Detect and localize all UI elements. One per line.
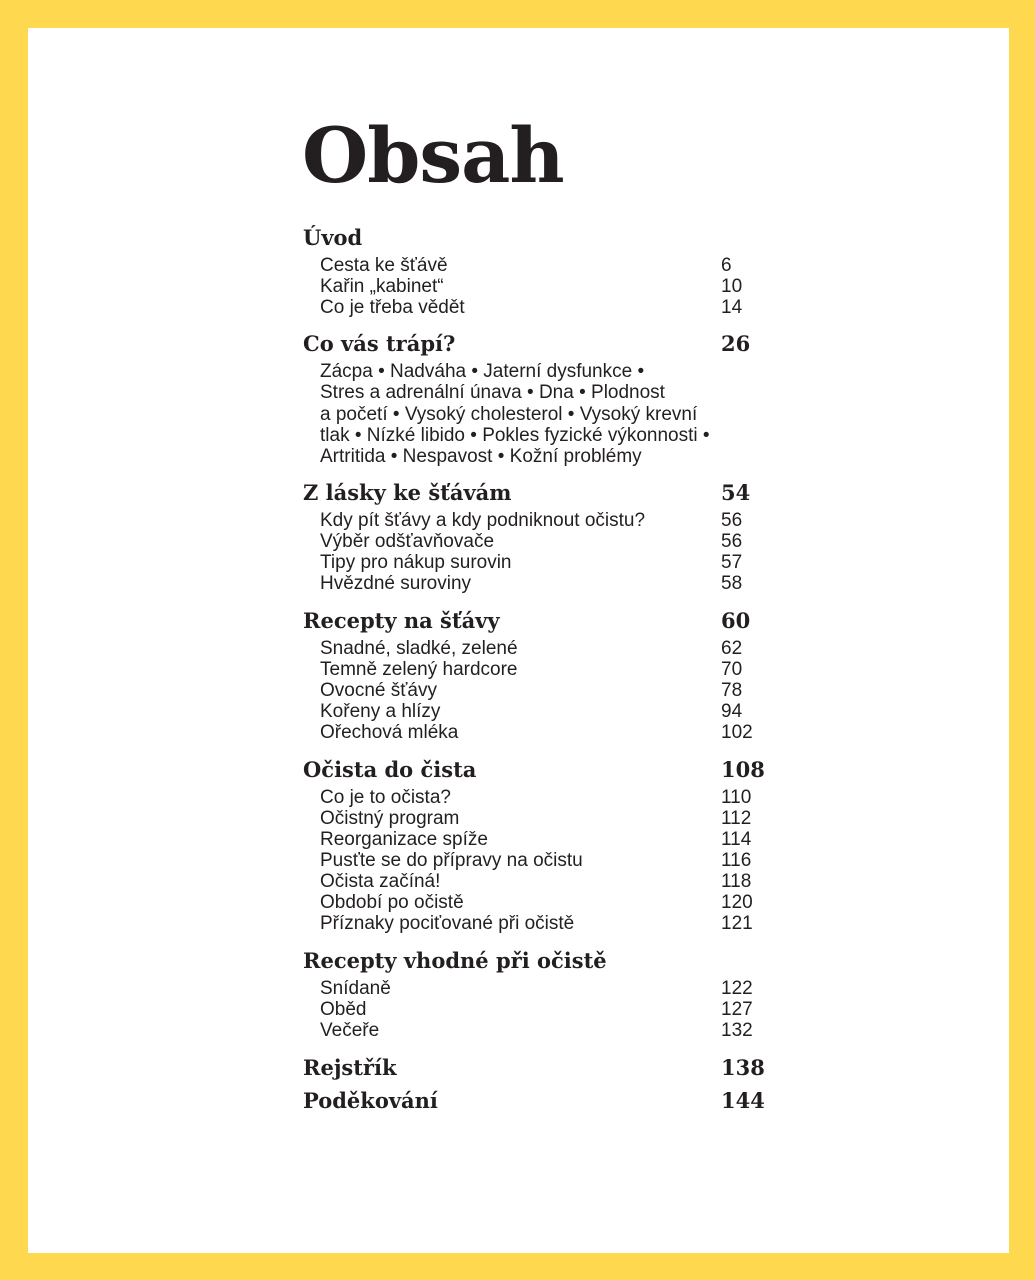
toc-item-label[interactable]: Očistný program <box>320 808 460 829</box>
toc-item-label[interactable]: Výběr odšťavňovače <box>320 531 495 552</box>
toc-item-page: 56 <box>721 510 743 531</box>
toc-item-label[interactable]: Kařin „kabinet“ <box>320 276 444 297</box>
toc-section-page: 144 <box>721 1088 765 1113</box>
toc-item-label[interactable]: Cesta ke šťávě <box>320 255 448 276</box>
description-line: Zácpa • Nadváha • Jaterní dysfunkce • <box>320 361 645 382</box>
toc-section-title[interactable]: Očista do čista <box>303 757 477 782</box>
toc-section-page: 108 <box>721 757 765 782</box>
description-line: a početí • Vysoký cholesterol • Vysoký krevní <box>320 403 698 425</box>
toc-item-page: 114 <box>721 829 752 850</box>
toc-section-title[interactable]: Co vás trápí? <box>303 331 456 356</box>
toc-item-page: 127 <box>721 999 753 1020</box>
toc-item-label[interactable]: Období po očistě <box>320 892 464 913</box>
toc-item-label[interactable]: Příznaky pociťované při očistě <box>320 913 575 934</box>
toc-item-page: 121 <box>721 913 753 934</box>
toc-item-label[interactable]: Reorganizace spíže <box>320 829 488 850</box>
toc-item-label[interactable]: Tipy pro nákup surovin <box>320 552 512 573</box>
toc-item-label[interactable]: Snadné, sladké, zelené <box>320 638 518 659</box>
toc-section-title[interactable]: Recepty vhodné při očistě <box>303 948 607 973</box>
page-title: Obsah <box>302 111 564 200</box>
toc-item-page: 57 <box>721 552 743 573</box>
toc-section-title[interactable]: Recepty na šťávy <box>303 608 500 633</box>
toc-item-label[interactable]: Večeře <box>320 1020 380 1041</box>
toc-item-label[interactable]: Kořeny a hlízy <box>320 701 441 722</box>
toc-item-page: 120 <box>721 892 753 913</box>
toc-item-label[interactable]: Co je třeba vědět <box>320 297 465 318</box>
toc-item-label[interactable]: Ořechová mléka <box>320 722 459 743</box>
toc-item-page: 118 <box>721 871 752 892</box>
toc-section-page: 26 <box>721 331 751 356</box>
toc-item-page: 94 <box>721 701 743 722</box>
toc-item-page: 102 <box>721 722 753 743</box>
toc-item-label[interactable]: Kdy pít šťávy a kdy podniknout očistu? <box>320 510 646 531</box>
toc-item-page: 62 <box>721 638 743 659</box>
toc-item-page: 6 <box>721 255 732 276</box>
toc-item-label[interactable]: Co je to očista? <box>320 787 451 808</box>
toc-item-page: 110 <box>721 787 752 808</box>
toc-section-description <box>320 361 720 467</box>
toc-section-title[interactable]: Poděkování <box>303 1088 438 1113</box>
description-line: Stres a adrenální únava • Dna • Plodnost <box>320 382 665 404</box>
toc-section-title[interactable]: Rejstřík <box>303 1055 397 1080</box>
toc-item-page: 78 <box>721 680 743 701</box>
toc-item-label[interactable]: Ovocné šťávy <box>320 680 437 701</box>
toc-item-label[interactable]: Temně zelený hardcore <box>320 659 518 680</box>
description-line: tlak • Nízké libido • Pokles fyzické výkonnosti • <box>320 424 710 446</box>
toc-section-page: 54 <box>721 480 751 505</box>
toc-item-page: 10 <box>721 276 743 297</box>
toc-item-label[interactable]: Oběd <box>320 999 367 1020</box>
toc-item-page: 58 <box>721 573 743 594</box>
toc-item-label[interactable]: Hvězdné suroviny <box>320 573 472 594</box>
toc-item-page: 116 <box>721 850 752 871</box>
toc-item-label[interactable]: Snídaně <box>320 978 391 999</box>
toc-item-page: 14 <box>721 297 743 318</box>
toc-item-page: 56 <box>721 531 743 552</box>
toc-item-label[interactable]: Pusťte se do přípravy na očistu <box>320 850 583 871</box>
toc-item-page: 132 <box>721 1020 753 1041</box>
toc-item-page: 112 <box>721 808 752 829</box>
toc-section-title[interactable]: Z lásky ke šťávám <box>303 480 512 505</box>
description-line: Artritida • Nespavost • Kožní problémy <box>320 446 642 468</box>
toc-section-title[interactable]: Úvod <box>303 225 363 250</box>
toc-item-label[interactable]: Očista začíná! <box>320 871 441 892</box>
toc-section-page: 60 <box>721 608 751 633</box>
toc-item-page: 122 <box>721 978 753 999</box>
toc-item-page: 70 <box>721 659 743 680</box>
toc-section-page: 138 <box>721 1055 765 1080</box>
